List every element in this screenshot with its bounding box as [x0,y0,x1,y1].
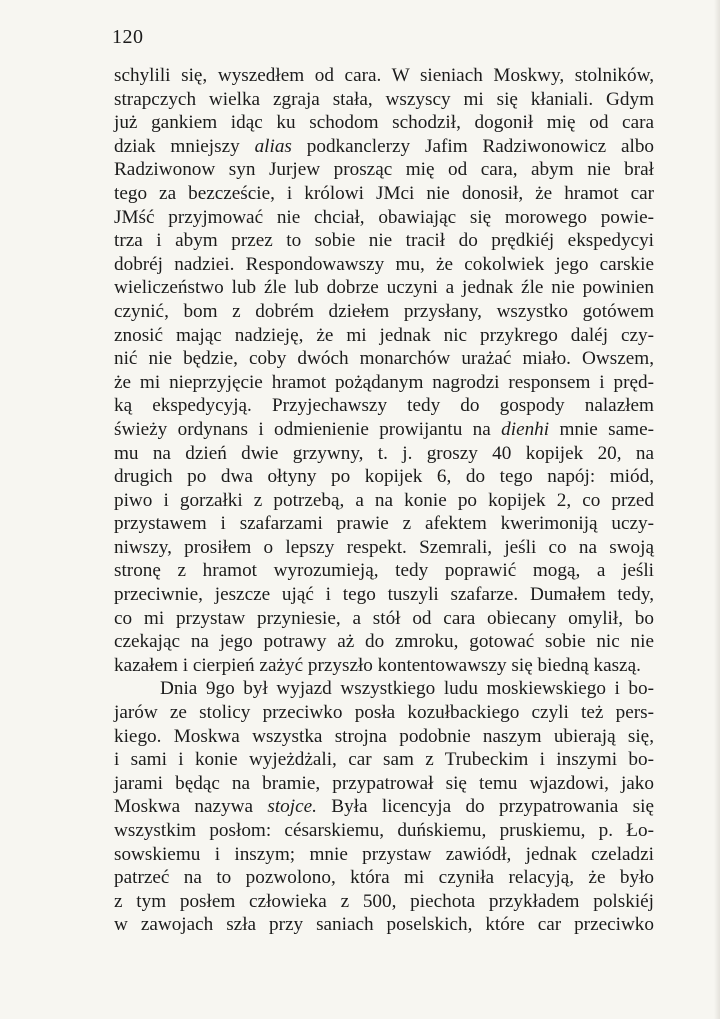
text-line [114,182,654,206]
text-line [114,418,654,442]
text-line [114,135,654,159]
text-run: i sami i konie wyjeżdżali, car sam z Trubeckim i inszymi bo- [114,749,654,771]
text-run: wieliczeństwo lub źle lub dobrze uczyni a jednak źle nie powinien [114,277,654,299]
text-run: ką ekspedycyją. Przyjechawszy tedy do gospody nalazłem [114,395,654,417]
body-text [114,64,654,937]
text-line [114,300,654,324]
page-edge-shadow [714,0,720,1019]
text-run: przeciwnie, jeszcze ująć i tego tuszyli szafarze. Dumałem tedy, [114,584,654,606]
text-run: nić nie będzie, coby dwóch monarchów urażać miało. Owszem, [114,348,654,370]
text-line [114,630,654,654]
text-run: dobréj nadziei. Respondowawszy mu, że cokolwiek jego carskie [114,253,654,275]
text-line [114,512,654,536]
text-run: Dnia 9go był wyjazd wszystkiego ludu moskiewskiego i bo- [160,678,654,700]
text-run: stronę z hramot wyrozumieją, tedy poprawić mogą, a jeśli [114,560,654,582]
text-run: Radziwonow syn Jurjew prosząc mię od cara, abym nie brał [114,159,654,181]
text-run: schylili się, wyszedłem od cara. W sieniach Moskwy, stolników, [114,65,654,86]
text-run: Była licencyja do przypatrowania się [316,796,654,818]
text-line [114,559,654,583]
text-line [114,536,654,560]
italic-run: alias [254,135,292,157]
text-line [114,88,654,112]
text-line [114,111,654,135]
text-line [114,677,654,701]
italic-run: dienhi [501,418,550,440]
italic-run: stojce. [267,796,317,818]
text-run: sowskiemu i inszym; mnie przystaw zawiódł, jednak czeladzi [114,843,654,865]
text-line [114,607,654,631]
text-run: czynić, bom z dobrém dziełem przysłany, wszystko gotówem [114,300,654,322]
text-line [114,819,654,843]
text-run: jarami będąc na bramie, przypatrował się temu wjazdowi, jako [114,772,654,794]
page-number: 120 [112,26,144,48]
text-line [114,158,654,182]
text-line [114,583,654,607]
text-run: piwo i gorzałki z potrzebą, a na konie po kopijek 2, co przed [114,489,654,511]
text-run: w zawojach szła przy saniach poselskich, które car przeciwko [114,914,654,936]
text-line [114,253,654,277]
text-run: trza i abym przez to sobie nie tracił do prędkiéj ekspedycyi [114,230,654,252]
text-line [114,465,654,489]
text-line [114,324,654,348]
text-line [114,206,654,230]
text-run: znosić mając nadzieję, że mi jednak nic przykrego daléj czy- [114,324,654,346]
text-run: już gankiem idąc ku schodom schodził, dogonił mię od cara [114,112,654,134]
text-line [114,229,654,253]
text-line [114,347,654,371]
text-run: kiego. Moskwa wszystka strojna podobnie naszym ubierają się, [114,725,654,747]
text-line [114,772,654,796]
text-run: tego za bezczeście, i królowi JMci nie donosił, że hramot car [114,182,654,204]
text-line [114,442,654,466]
text-line [114,795,654,819]
text-line [114,64,654,88]
text-run: drugich po dwa ołtyny po kopijek 6, do tego napój: miód, [114,466,654,488]
text-run: mnie same- [549,418,654,440]
text-run: wszystkim posłom: césarskiemu, duńskiemu, pruskiemu, p. Ło- [114,820,654,841]
text-line [114,394,654,418]
text-run: jarów ze stolicy przeciwko posła kozułbackiego czyli też pers- [114,702,654,724]
text-run: czekając na jego potrawy aż do zmroku, gotować sobie nic nie [114,631,654,653]
text-line [114,725,654,749]
text-run: przystawem i szafarzami prawie z afektem kwerimoniją uczy- [114,513,654,535]
text-run: strapczych wielka zgraja stała, wszyscy mi się kłaniali. Gdym [114,88,654,110]
text-run: z tym posłem człowieka z 500, piechota przykładem polskiéj [114,890,654,912]
text-run: patrzeć na to pozwolono, która mi czyniła relacyją, że było [114,867,654,889]
text-line [114,654,654,678]
text-line [114,489,654,513]
text-run: mu na dzień dwie grzywny, t. j. groszy 40 kopijek 20, na [114,442,654,464]
text-line [114,701,654,725]
text-run: dziak mniejszy [114,135,255,157]
text-line [114,913,654,937]
text-run: że mi nieprzyjęcie hramot pożądanym nagrodzi responsem i pręd- [114,371,654,393]
text-line [114,371,654,395]
text-run: niwszy, prosiłem o lepszy respekt. Szemrali, jeśli co na swoją [114,536,654,558]
text-line [114,890,654,914]
text-run: JMść przyjmować nie chciał, obawiając się morowego powie- [114,206,654,228]
text-line [114,843,654,867]
text-run: co mi przystaw przyniesie, a stół od cara obiecany omylił, bo [114,607,654,629]
text-run: świeży ordynans i odmienienie prowijantu na [114,418,502,440]
text-run: Moskwa nazywa [114,796,268,818]
text-run: kazałem i cierpień zażyć przyszło kontentowawszy się biedną kaszą. [114,654,641,676]
text-line [114,866,654,890]
text-line [114,748,654,772]
text-run: podkanclerzy Jafim Radziwonowicz albo [291,135,655,157]
text-line [114,276,654,300]
